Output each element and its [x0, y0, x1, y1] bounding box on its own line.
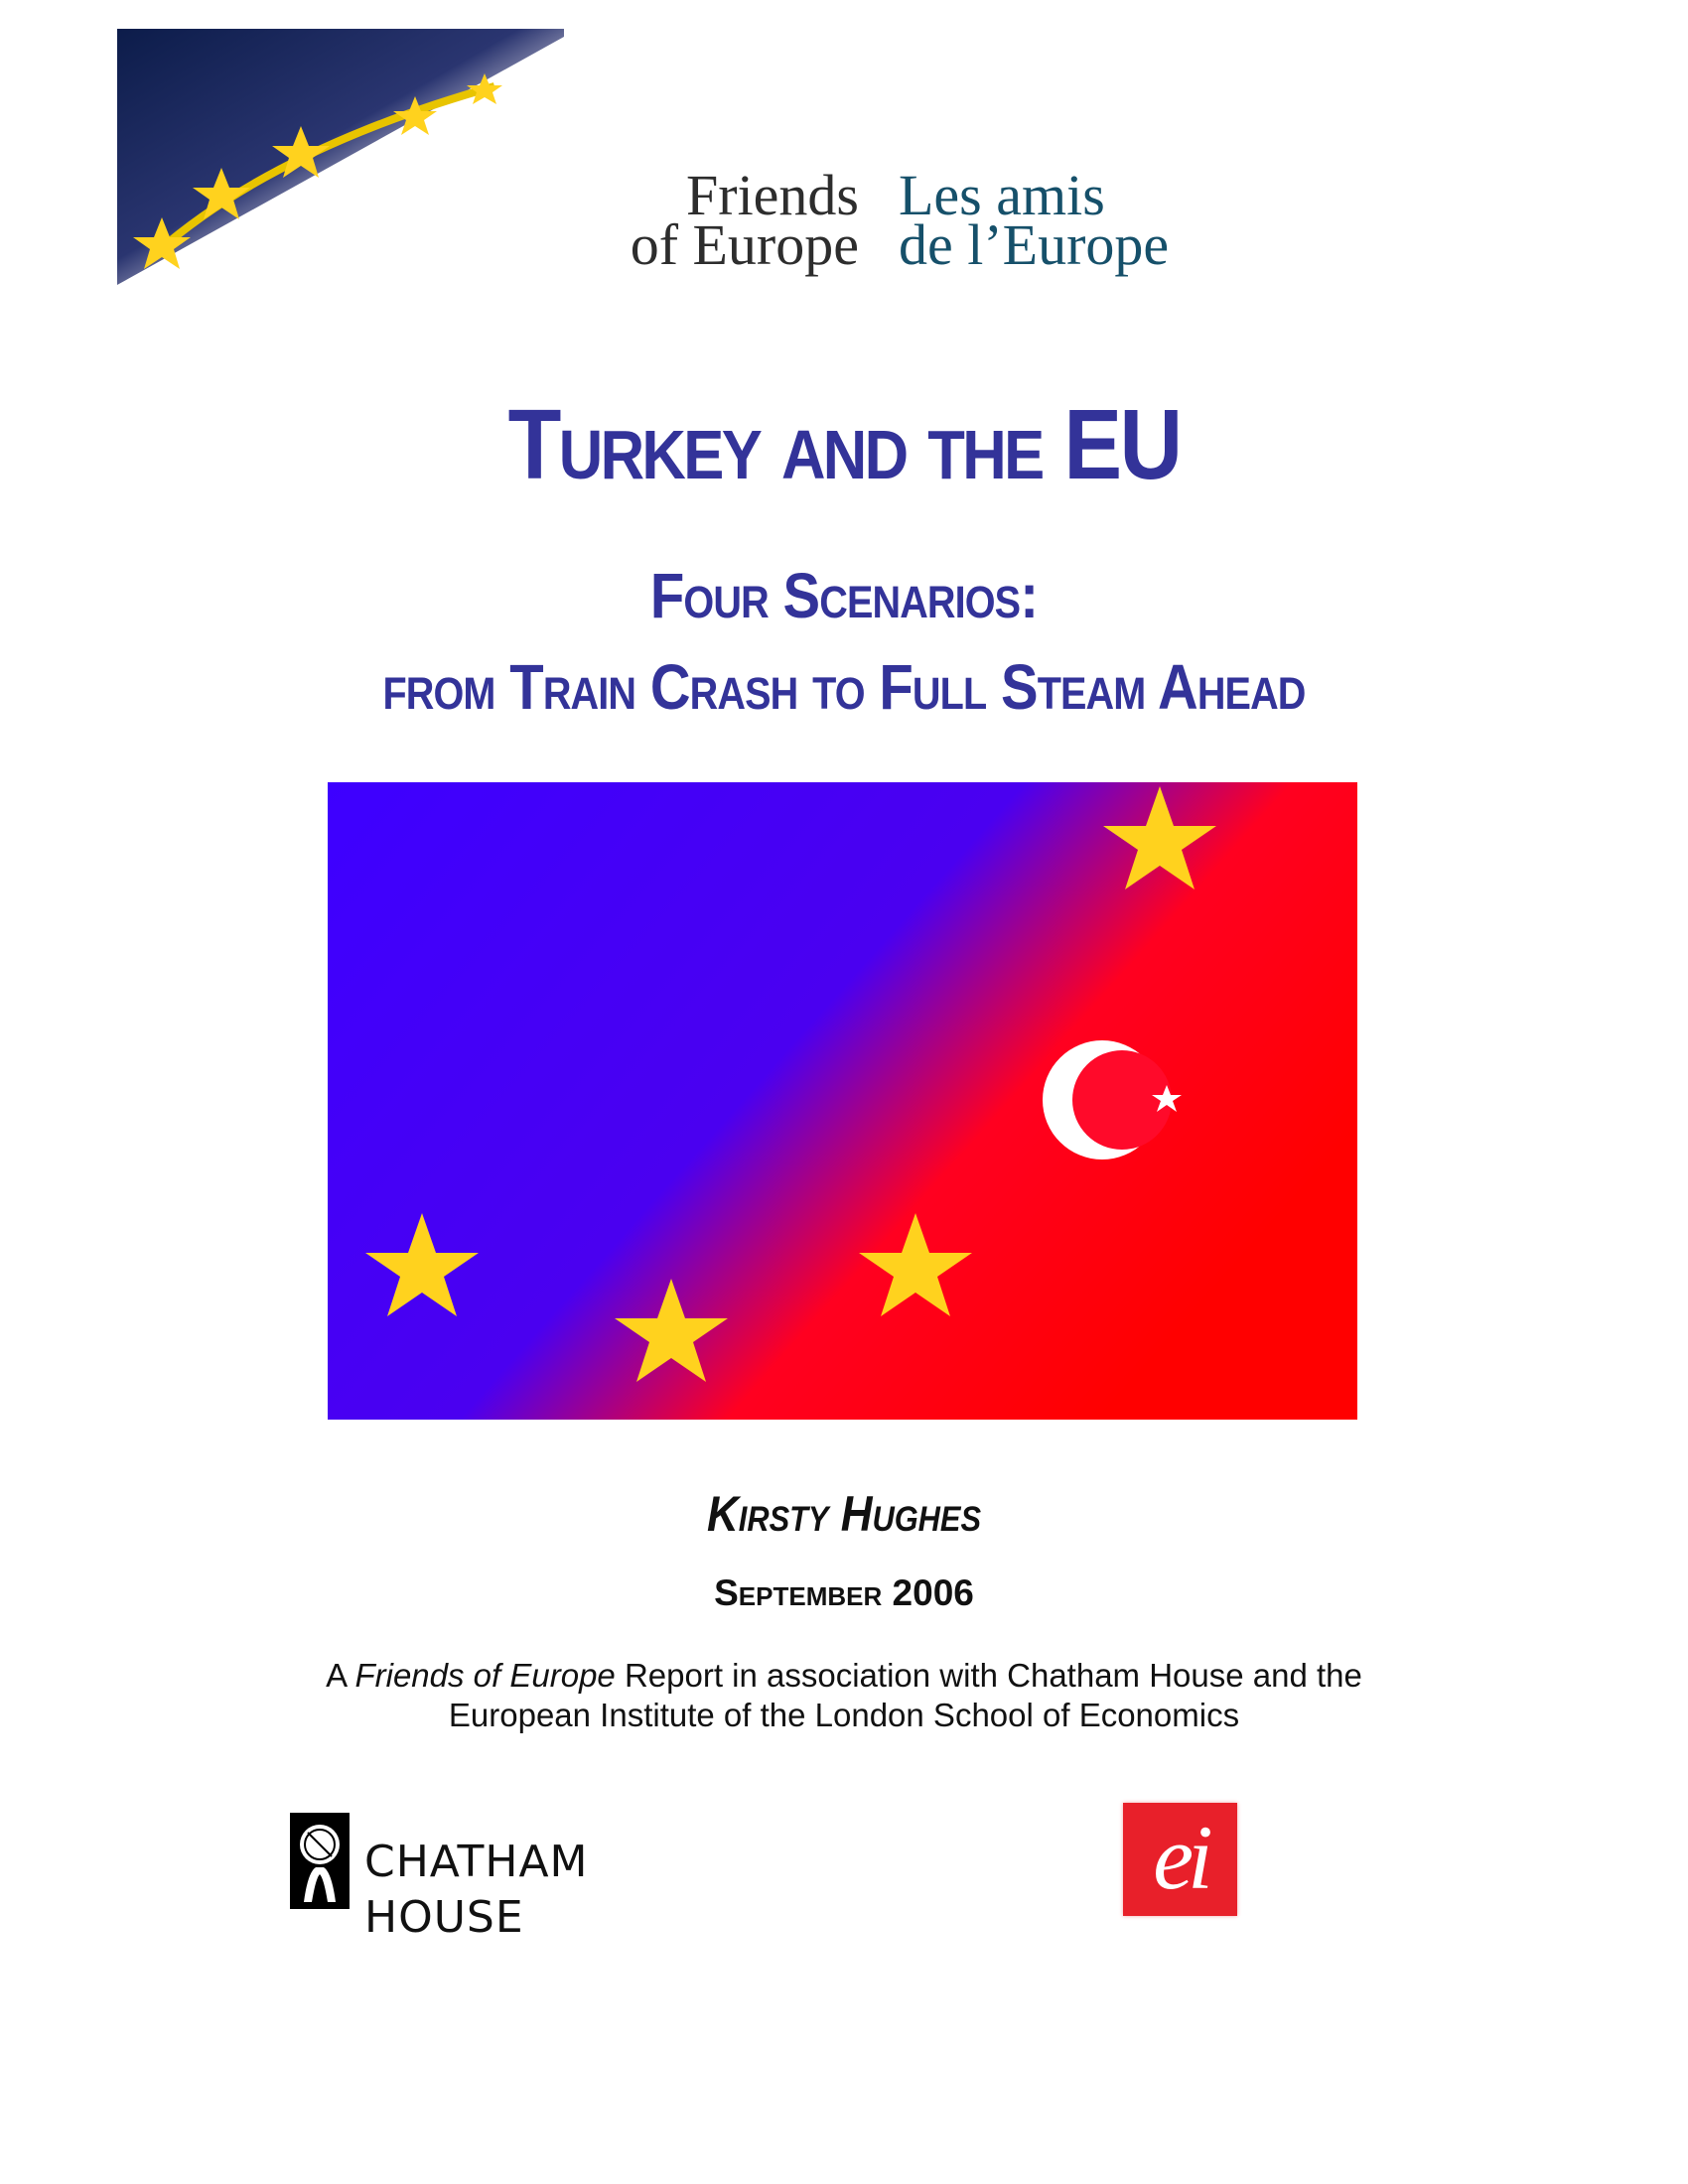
chatham-house-text: CHATHAM HOUSE — [364, 1837, 589, 1943]
report-title — [101, 385, 1587, 504]
logo-english — [556, 163, 859, 277]
association-line1-rest: Report in association with Chatham House and the — [615, 1657, 1362, 1694]
subtitle-line2: from Train Crash to Full Steam Ahead — [382, 651, 1306, 723]
report-title-text: Turkey and the EU — [507, 389, 1181, 500]
corner-star-banner — [117, 29, 564, 287]
eu-turkey-flag-image — [328, 782, 1357, 1420]
ei-logo-text: ei — [1153, 1807, 1207, 1908]
association-line2: European Institute of the London School of Economics — [448, 1697, 1240, 1733]
logo-en-line1: Friends — [686, 163, 859, 227]
logo-en-line2: of Europe — [630, 212, 859, 277]
logo-fr-line2: de l’Europe — [899, 212, 1170, 277]
chatham-house-emblem-icon — [290, 1813, 350, 1909]
chatham-house-logo — [290, 1813, 737, 1943]
logo-french — [899, 163, 1256, 277]
european-institute-logo — [1123, 1803, 1237, 1916]
publication-date: September 2006 — [714, 1572, 974, 1613]
association-org: Friends of Europe — [354, 1657, 616, 1694]
association-line1 — [0, 1656, 1688, 1696]
friends-of-europe-logo — [556, 163, 1251, 310]
logo-fr-line1: Les amis — [899, 163, 1105, 227]
association-statement — [0, 1656, 1688, 1735]
author-name: Kirsty Hughes — [706, 1486, 982, 1542]
association-prefix: A — [326, 1657, 355, 1694]
subtitle-line1: Four Scenarios: — [649, 560, 1039, 631]
